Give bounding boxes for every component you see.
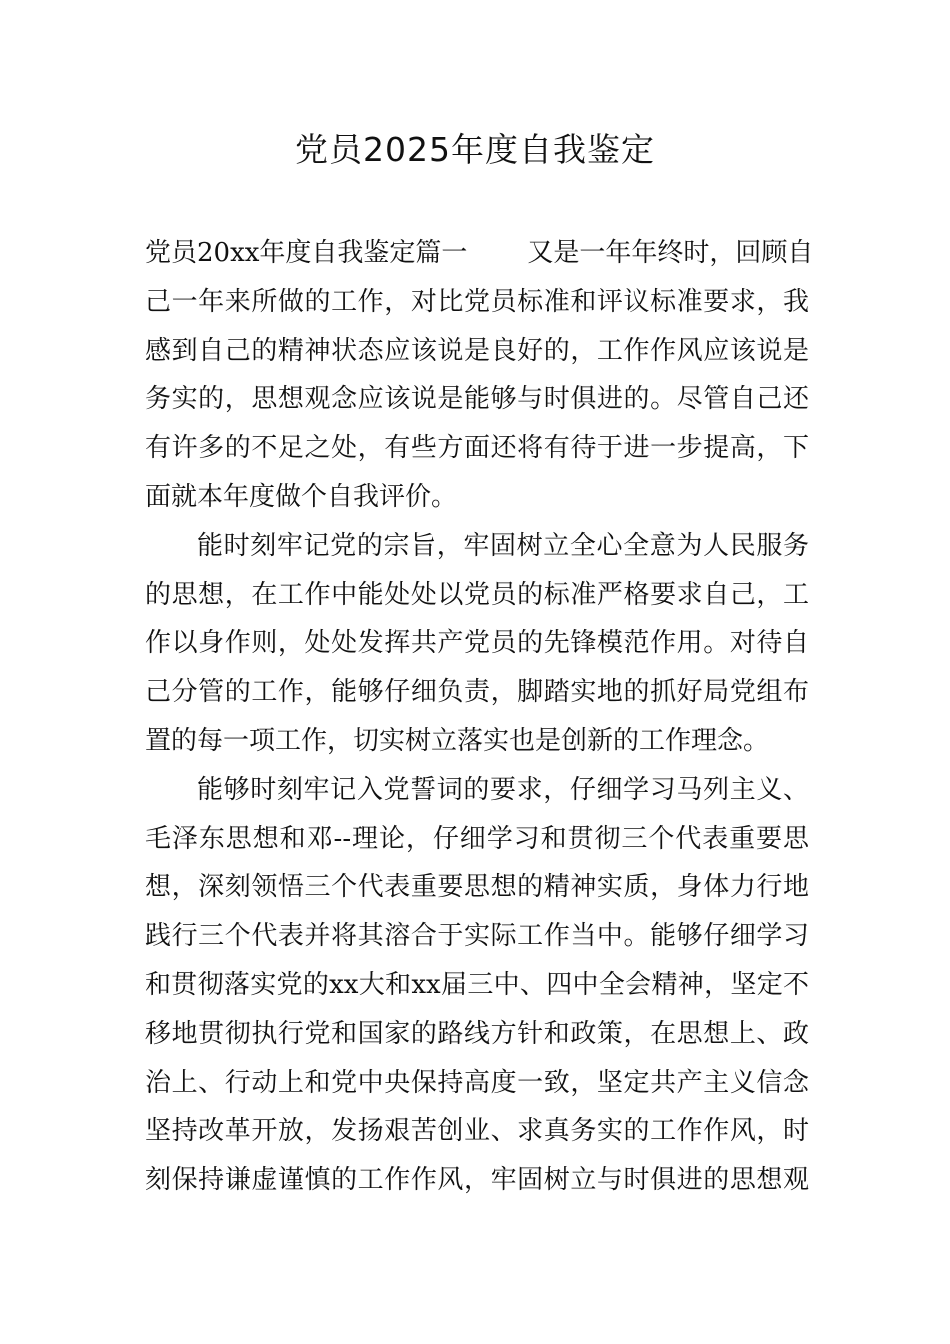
paragraph-2-line-4: 己分管的工作，能够仔细负责，脚踏实地的抓好局党组布 — [145, 677, 809, 708]
document-body — [145, 229, 814, 1205]
document-title: 党员2025年度自我鉴定 — [295, 130, 655, 169]
section-heading-inline: 党员20xx年度自我鉴定篇一 — [145, 238, 468, 268]
paragraph-1-line-3: 感到自己的精神状态应该说是良好的，工作作风应该说是 — [145, 335, 809, 366]
paragraph-3-line-9: 刻保持谦虚谨慎的工作作风，牢固树立与时俱进的思想观 — [145, 1165, 809, 1196]
paragraph-1-line-2: 己一年来所做的工作，对比党员标准和评议标准要求，我 — [145, 286, 809, 317]
paragraph-3-line-6: 移地贯彻执行党和国家的路线方针和政策，在思想上、政 — [145, 1018, 809, 1049]
paragraph-2-line-3: 作以身作则，处处发挥共产党员的先锋模范作用。对待自 — [145, 628, 809, 659]
paragraph-3-line-5: 和贯彻落实党的xx大和xx届三中、四中全会精神，坚定不 — [145, 969, 809, 1000]
paragraph-2-line-5: 置的每一项工作，切实树立落实也是创新的工作理念。 — [145, 725, 770, 756]
paragraph-3-line-4: 践行三个代表并将其溶合于实际工作当中。能够仔细学习 — [145, 921, 809, 952]
paragraph-3-line-2: 毛泽东思想和邓--理论，仔细学习和贯彻三个代表重要思 — [145, 823, 809, 854]
paragraph-1-line-6: 面就本年度做个自我评价。 — [145, 481, 458, 512]
paragraph-3-line-8: 坚持改革开放，发扬艰苦创业、求真务实的工作作风，时 — [145, 1116, 809, 1147]
paragraph-1-line-1 — [145, 229, 814, 278]
paragraph-3-line-3: 想，深刻领悟三个代表重要思想的精神实质，身体力行地 — [145, 872, 809, 903]
paragraph-3-line-1: 能够时刻牢记入党誓词的要求，仔细学习马列主义、 — [197, 774, 809, 805]
paragraph-1-line-4: 务实的，思想观念应该说是能够与时俱进的。尽管自己还 — [145, 384, 809, 415]
paragraph-1-line-5: 有许多的不足之处，有些方面还将有待于进一步提高，下 — [145, 433, 809, 464]
paragraph-2-line-2: 的思想，在工作中能处处以党员的标准严格要求自己，工 — [145, 579, 809, 610]
paragraph-1-line-1-text: 又是一年年终时，回顾自 — [527, 238, 814, 268]
paragraph-3-line-7: 治上、行动上和党中央保持高度一致，坚定共产主义信念 — [145, 1067, 809, 1098]
paragraph-2-line-1: 能时刻牢记党的宗旨，牢固树立全心全意为人民服务 — [197, 530, 809, 561]
